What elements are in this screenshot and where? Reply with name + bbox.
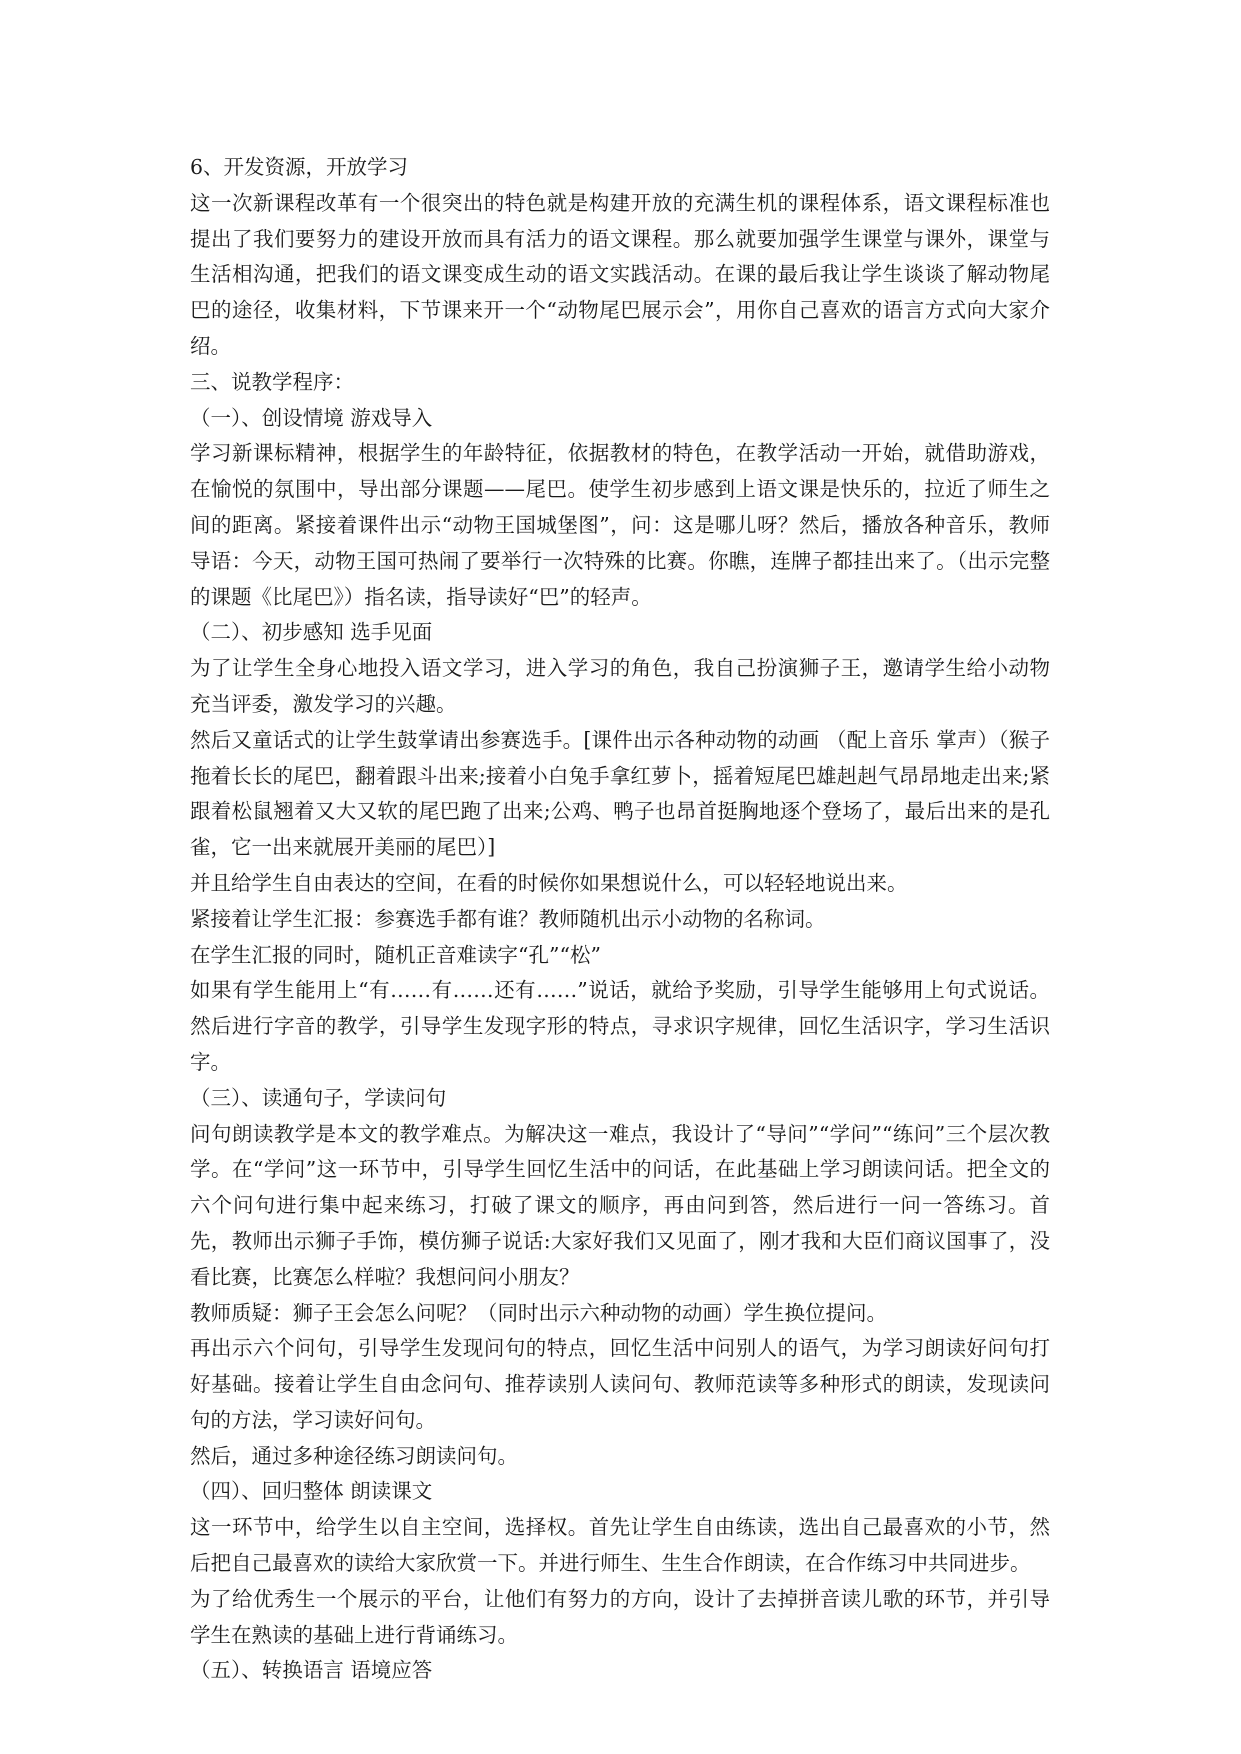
subsection-heading: （三）、读通句子，学读问句 — [190, 1085, 447, 1110]
paragraph: 在学生汇报的同时，随机正音难读字“孔”“松” — [190, 942, 601, 967]
subsection-heading: （四）、回归整体 朗读课文 — [190, 1479, 433, 1504]
paragraph: 问句朗读教学是本文的教学难点。为解决这一难点，我设计了“导问”“学问”“练问”三个层次教学。在“学问”这一环节中，引导学生回忆生活中的问话，在此基础上学习朗读问话。把全文的六个问句进行集中起来练习，打破了课文的顺序，再由问到答，然后进行一问一答练习。首先，教师出示狮子手饰，模仿狮子说话:大家好我们又见面了，刚才我和大臣们商议国事了，没看比赛，比赛怎么样啦？我想问问小朋友？ — [190, 1121, 1050, 1289]
paragraph: 这一环节中，给学生以自主空间，选择权。首先让学生自由练读，选出自己最喜欢的小节，然后把自己最喜欢的读给大家欣赏一下。并进行师生、生生合作朗读，在合作练习中共同进步。 — [190, 1515, 1050, 1576]
paragraph: 然后又童话式的让学生鼓掌请出参赛选手。[课件出示各种动物的动画 （配上音乐 掌声）（猴子拖着长长的尾巴，翻着跟斗出来;接着小白兔手拿红萝卜，摇着短尾巴雄赳赳气昂昂地走出来;紧跟着松鼠翘着又大又软的尾巴跑了出来;公鸡、鸭子也昂首挺胸地逐个登场了，最后出来的是孔雀，它一出来就展开美丽的尾巴）] — [190, 727, 1050, 860]
paragraph: 再出示六个问句，引导学生发现问句的特点，回忆生活中问别人的语气，为学习朗读好问句打好基础。接着让学生自由念问句、推荐读别人读问句、教师范读等多种形式的朗读，发现读问句的方法，学习读好问句。 — [190, 1336, 1050, 1432]
paragraph: 为了给优秀生一个展示的平台，让他们有努力的方向，设计了去掉拼音读儿歌的环节，并引导学生在熟读的基础上进行背诵练习。 — [190, 1586, 1050, 1647]
paragraph: 并且给学生自由表达的空间，在看的时候你如果想说什么，可以轻轻地说出来。 — [190, 870, 908, 895]
paragraph: 如果有学生能用上“有……有……还有……”说话，就给予奖励，引导学生能够用上句式说话。然后进行字音的教学，引导学生发现字形的特点，寻求识字规律，回忆生活识字，学习生活识字。 — [190, 978, 1050, 1074]
paragraph: 教师质疑：狮子王会怎么问呢？（同时出示六种动物的动画）学生换位提问。 — [190, 1300, 887, 1325]
section-heading: 三、说教学程序： — [190, 369, 354, 394]
paragraph: 紧接着让学生汇报：参赛选手都有谁？教师随机出示小动物的名称词。 — [190, 906, 826, 931]
subsection-heading: （一）、创设情境 游戏导入 — [190, 405, 433, 430]
subsection-heading: （二）、初步感知 选手见面 — [190, 620, 433, 645]
section-heading: 6、开发资源，开放学习 — [190, 155, 409, 179]
document-page — [190, 150, 1050, 1689]
paragraph: 这一次新课程改革有一个很突出的特色就是构建开放的充满生机的课程体系，语文课程标准也提出了我们要努力的建设开放而具有活力的语文课程。那么就要加强学生课堂与课外，课堂与生活相沟通，把我们的语文课变成生动的语文实践活动。在课的最后我让学生谈谈了解动物尾巴的途径，收集材料，下节课来开一个“动物尾巴展示会”，用你自己喜欢的语言方式向大家介绍。 — [190, 190, 1050, 358]
paragraph: 然后，通过多种途径练习朗读问句。 — [190, 1443, 518, 1468]
paragraph: 为了让学生全身心地投入语文学习，进入学习的角色，我自己扮演狮子王，邀请学生给小动物充当评委，激发学习的兴趣。 — [190, 656, 1050, 716]
subsection-heading: （五）、转换语言 语境应答 — [190, 1658, 433, 1683]
paragraph: 学习新课标精神，根据学生的年龄特征，依据教材的特色，在教学活动一开始，就借助游戏，在愉悦的氛围中，导出部分课题——尾巴。使学生初步感到上语文课是快乐的，拉近了师生之间的距离。紧接着课件出示“动物王国城堡图”，问：这是哪儿呀？然后，播放各种音乐，教师导语：今天，动物王国可热闹了要举行一次特殊的比赛。你瞧，连牌子都挂出来了。（出示完整的课题《比尾巴》）指名读，指导读好“巴”的轻声。 — [190, 441, 1050, 609]
